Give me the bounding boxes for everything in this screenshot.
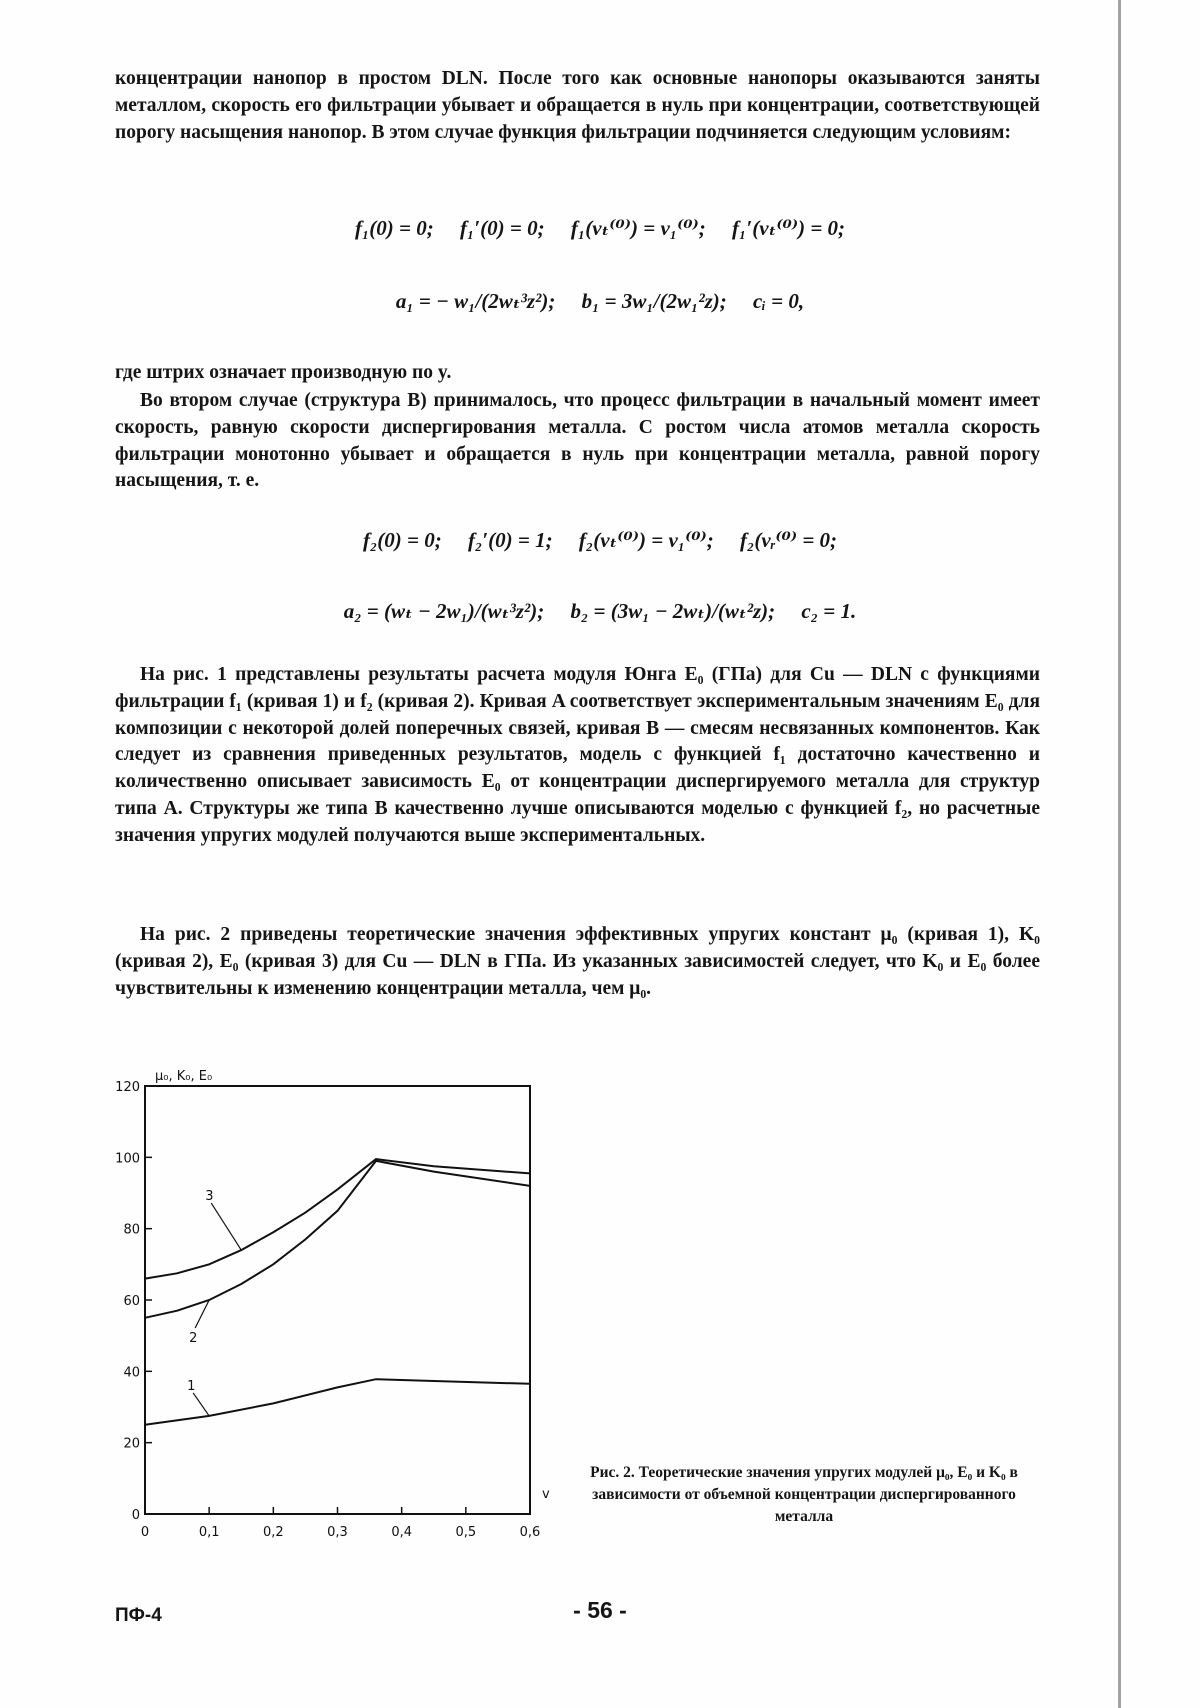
y-tick-label: 120 (115, 1080, 140, 1095)
x-tick-label: 0,3 (327, 1525, 348, 1540)
figure-2-caption: Рис. 2. Теоретические значения упругих модулей μ₀, E₀ и K₀ в зависимости от объемной концентрации диспергированного металла (590, 1464, 1018, 1525)
equation-f1-conditions: f₁(0) = 0; f₁′(0) = 0; f₁(vₜ⁽⁰⁾) = v₁⁽⁰⁾; f₁′(vₜ⁽⁰⁾) = 0; (354, 216, 846, 240)
y-tick-label: 100 (115, 1151, 140, 1167)
chart-svg (100, 1050, 570, 1550)
page-number: - 56 - (573, 1597, 627, 1623)
paragraph-figure1-discussion: На рис. 1 представлены результаты расчета модуля Юнга E₀ (ГПа) для Cu — DLN с функциями фильтрации f₁ (кривая 1) и f₂ (кривая 2). Кривая A соответствует экспериментальным значениям E₀ для композиции с некоторой долей поперечных связей, кривая B — смесям несвязанных компонентов. Как следует из сравнения приведенных результатов, модель с функцией f₁ достаточно качественно и количественно описывает зависимость E₀ от концентрации диспергируемого металла для структур типа A. Структуры же типа B качественно лучше описываются моделью с функцией f₂, но расчетные значения упругих модулей получаются выше экспериментальных. (115, 664, 1040, 846)
series-leader-1 (193, 1393, 209, 1416)
figure-2-chart (100, 1050, 570, 1550)
x-tick-label: 0 (140, 1525, 150, 1540)
equation-f2-conditions: f₂(0) = 0; f₂′(0) = 1; f₂(vₜ⁽⁰⁾) = v₁⁽⁰⁾; f₂(vᵣ⁽⁰⁾ = 0; (362, 528, 838, 552)
x-axis-label: v (542, 1487, 550, 1502)
equation-a1-b1-c: a₁ = − w₁/(2wₜ³z²); b₁ = 3w₁/(2w₁²z); cᵢ = 0, (395, 289, 805, 313)
y-tick-label: 80 (123, 1222, 140, 1238)
y-tick-label: 60 (123, 1294, 140, 1309)
series-label-1: 1 (187, 1378, 196, 1394)
paragraph-figure2-discussion: На рис. 2 приведены теоретические значения эффективных упругих констант μ₀ (кривая 1), K₀ (кривая 2), E₀ (кривая 3) для Cu — DLN в ГПа. Из указанных зависимостей следует, что K₀ и E₀ более чувствительны к изменению концентрации металла, чем μ₀. (115, 924, 1040, 999)
x-tick-label: 0,4 (391, 1525, 413, 1540)
x-tick-label: 0,6 (519, 1525, 541, 1540)
page-edge-shadow (1118, 0, 1121, 1708)
series-leader-3 (211, 1203, 241, 1250)
series-label-2: 2 (189, 1331, 198, 1346)
paragraph-prime-note: где штрих означает производную по y. (115, 362, 452, 383)
series-line-2 (145, 1161, 530, 1318)
x-tick-label: 0,5 (455, 1525, 477, 1540)
x-tick-label: 0,2 (262, 1525, 284, 1540)
footer-code: ПФ-4 (115, 1605, 162, 1626)
y-tick-label: 40 (123, 1365, 140, 1381)
paragraph-structure-b: Во втором случае (структура B) принималось, что процесс фильтрации в начальный момент имеет скорость, равную скорости диспергирования металла. С ростом числа атомов металла скорость фильтрации монотонно убывает и обращается в нуль при концентрации металла, равной порогу насыщения, т. е. (115, 390, 1040, 492)
series-label-3: 3 (205, 1189, 214, 1205)
plot-frame (145, 1086, 530, 1514)
equation-a2-b2-c2: a₂ = (wₜ − 2w₁)/(wₜ³z²); b₂ = (3w₁ − 2wₜ)/(wₜ²z); c₂ = 1. (343, 599, 857, 623)
y-tick-label: 0 (131, 1508, 140, 1523)
paragraph-filtration-intro: концентрации нанопор в простом DLN. После того как основные нанопоры оказываются заняты металлом, скорость его фильтрации убывает и обращается в нуль при концентрации, соответствующей порогу насыщения нанопор. В этом случае функция фильтрации подчиняется следующим условиям: (115, 68, 1040, 143)
series-line-1 (145, 1379, 530, 1425)
y-tick-label: 20 (123, 1436, 140, 1452)
x-tick-label: 0,1 (198, 1525, 220, 1540)
y-axis-label: μ₀, K₀, E₀ (155, 1069, 213, 1084)
